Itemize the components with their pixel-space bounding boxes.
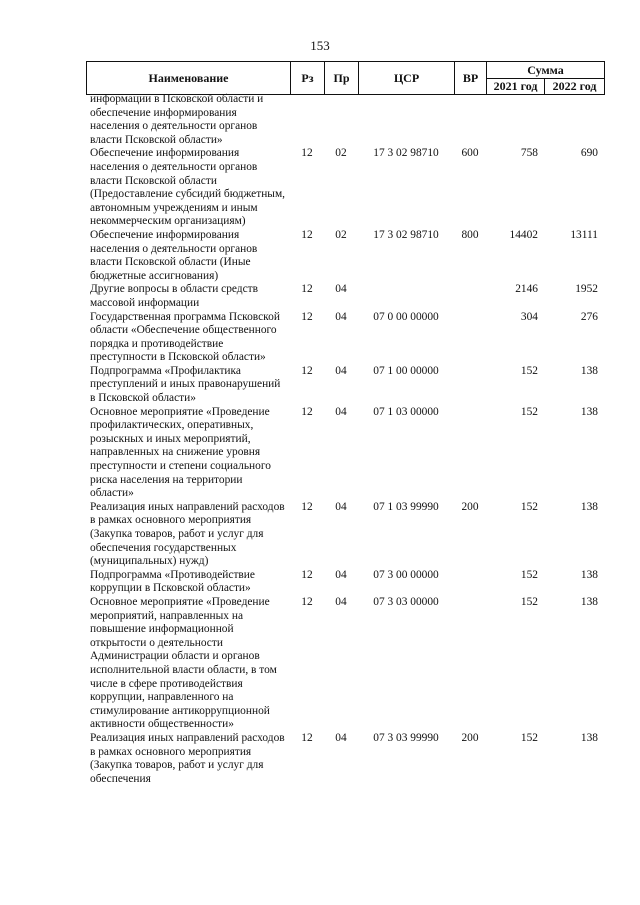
table-row [86,596,604,732]
row-vr: 200 [461,731,479,744]
col-header-vr: ВР [455,62,487,95]
table-row [86,732,604,786]
row-pr: 04 [335,595,347,608]
row-rz: 12 [301,228,313,241]
row-vr [454,406,486,501]
col-header-rz: Рз [291,62,325,95]
row-vr: 600 [461,147,479,160]
col-header-csr: ЦСР [359,62,455,95]
row-name: Другие вопросы в области средств массовой информации [90,283,259,309]
row-pr: 04 [335,568,347,581]
table-row [86,365,604,406]
row-name: Реализация иных направлений расходов в рамках основного мероприятия (Закупка товаров, работ и услуг для обеспечения [90,731,285,785]
row-pr: 02 [335,147,347,160]
row-pr: 04 [335,364,347,377]
row-value-2022: 138 [580,405,598,418]
row-name: Основное мероприятие «Проведение профилактических, оперативных, розыскных и иных мероприятий, направленных на снижение уровня преступности и степени социального риска населения на территории области» [90,405,271,500]
row-csr [358,93,454,147]
col-header-name: Наименование [87,62,291,95]
row-csr: 07 1 03 99990 [373,500,439,513]
row-value-2022 [544,93,604,147]
table-row [86,406,604,501]
row-rz: 12 [301,405,313,418]
row-value-2021 [486,93,544,147]
row-name: Обеспечение информирования населения о деятельности органов власти Псковской области (Иные бюджетные ассигнования) [90,228,258,282]
row-rz: 12 [301,731,313,744]
row-value-2021: 152 [520,568,538,581]
row-vr [454,311,486,365]
table-row [86,147,604,229]
row-csr: 07 0 00 00000 [373,310,439,323]
row-value-2022: 138 [580,364,598,377]
row-csr: 07 3 03 00000 [373,595,439,608]
row-value-2021: 304 [520,310,538,323]
row-value-2022: 13111 [570,228,598,241]
row-vr [454,283,486,310]
row-csr: 07 3 00 00000 [373,568,439,581]
row-value-2022: 138 [580,731,598,744]
table-row [86,501,604,569]
row-value-2021: 152 [520,500,538,513]
row-value-2022: 1952 [575,283,598,296]
row-pr: 04 [335,731,347,744]
row-vr: 800 [461,228,479,241]
row-value-2022: 138 [580,595,598,608]
row-rz: 12 [301,595,313,608]
table-row [86,229,604,283]
row-value-2021: 14402 [509,228,538,241]
row-value-2022: 690 [580,147,598,160]
row-csr: 07 3 03 99990 [373,731,439,744]
row-vr: 200 [461,500,479,513]
row-name: Подпрограмма «Профилактика преступлений и иных правонарушений в Псковской области» [90,364,281,405]
col-header-2021: 2021 год [487,79,545,95]
row-name: Основное мероприятие «Проведение мероприятий, направленных на повышение информационной открытости о деятельности Администрации области и органов исполнительной власти области, в том числе в сфере противодействия коррупции, направленного на стимулирование антикоррупционной активности общественности» [90,595,277,731]
row-value-2022: 138 [580,568,598,581]
row-rz: 12 [301,568,313,581]
col-header-sum: Сумма [487,62,605,79]
row-rz: 12 [301,500,313,513]
row-value-2022: 138 [580,500,598,513]
budget-table [86,93,604,786]
row-csr: 07 1 03 00000 [373,405,439,418]
row-csr [358,283,454,310]
row-name: Подпрограмма «Противодействие коррупции в Псковской области» [90,568,255,595]
row-pr: 04 [335,283,347,296]
row-value-2021: 152 [520,364,538,377]
row-pr: 04 [335,310,347,323]
row-rz: 12 [301,364,313,377]
row-pr: 04 [335,500,347,513]
row-vr [454,365,486,406]
row-name: Обеспечение информирования населения о деятельности органов власти Псковской области (Предоставление субсидий бюджетным, автономным учреждениям и иным некоммерческим организациям) [90,147,285,228]
row-rz: 12 [301,310,313,323]
table-header [86,61,605,95]
row-value-2021: 2146 [515,283,538,296]
row-vr [454,93,486,147]
row-name: информации в Псковской области и обеспечение информирования населения о деятельности органов власти Псковской области» [90,93,264,146]
page-number: 153 [310,38,330,53]
row-rz [290,93,324,147]
table-row [86,311,604,365]
row-pr: 04 [335,405,347,418]
col-header-2022: 2022 год [545,79,605,95]
table-row [86,283,604,310]
row-csr: 17 3 02 98710 [373,147,439,160]
row-name: Государственная программа Псковской области «Обеспечение общественного порядка и противодействие преступности в Псковской области» [90,310,280,364]
row-value-2022: 276 [580,310,598,323]
row-value-2021: 152 [520,595,538,608]
row-pr: 02 [335,228,347,241]
row-value-2021: 152 [520,731,538,744]
table-row [86,569,604,596]
row-rz: 12 [301,147,313,160]
row-csr: 07 1 00 00000 [373,364,439,377]
row-value-2021: 758 [520,147,538,160]
row-vr [454,569,486,596]
row-value-2021: 152 [520,405,538,418]
table-row [86,93,604,147]
row-rz: 12 [301,283,313,296]
row-pr [324,93,358,147]
row-name: Реализация иных направлений расходов в рамках основного мероприятия (Закупка товаров, работ и услуг для обеспечения государственных (муниципальных) нужд) [90,500,285,568]
col-header-pr: Пр [325,62,359,95]
row-csr: 17 3 02 98710 [373,228,439,241]
row-vr [454,596,486,732]
